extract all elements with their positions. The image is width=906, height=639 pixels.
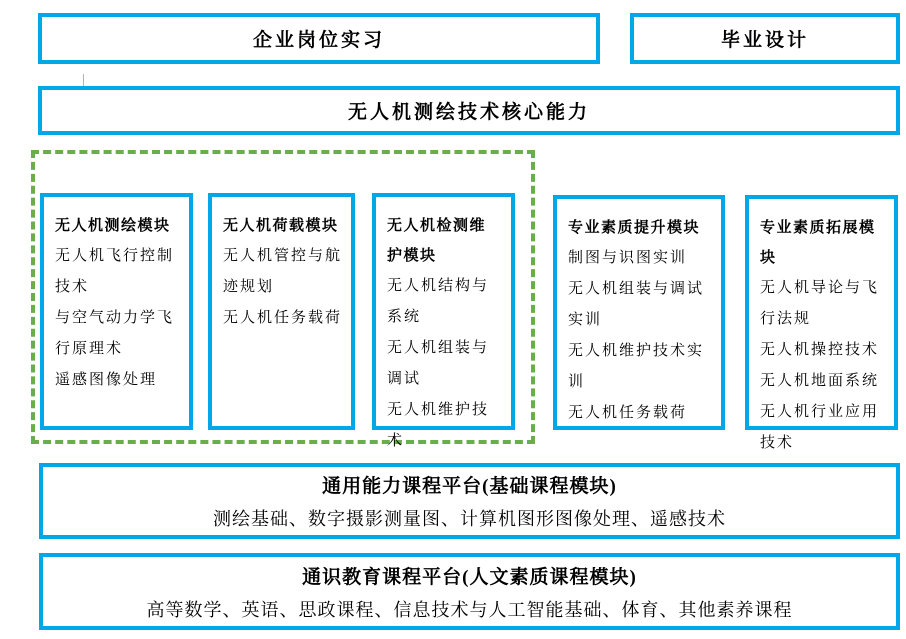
module-item: 遥感图像处理 [55,372,158,388]
module-card-surveying [40,193,193,430]
general-ability-platform [39,463,900,539]
module-card-quality-improvement [553,195,725,430]
module-item: 无人机任务载荷 [223,310,343,326]
module-item: 无人机组装与调试 [387,340,490,387]
module-item: 无人机操控技术 [760,342,880,358]
module-item: 无人机组装与调试实训 [568,281,705,328]
module-item: 无人机管控与航迹规划 [223,248,343,295]
module-card-payload [208,193,355,430]
module-title: 无人机检测维护模块 [387,218,487,264]
module-item: 无人机飞行控制技术 [55,248,175,295]
module-title: 专业素质提升模块 [568,220,701,236]
internship-box [38,13,600,64]
platform-title: 通用能力课程平台(基础课程模块) [322,476,617,497]
graduation-design-box [630,13,900,64]
module-item: 无人机导论与飞行法规 [760,280,880,327]
internship-label: 企业岗位实习 [252,30,385,51]
module-item: 无人机行业应用技术 [760,404,880,451]
platform-courses: 高等数学、英语、思政课程、信息技术与人工智能基础、体育、其他素养课程 [146,599,793,620]
module-item: 无人机地面系统 [760,373,880,389]
module-item: 无人机结构与系统 [387,278,490,325]
module-card-quality-expansion [745,195,898,451]
module-item: 与空气动力学飞行原理术 [55,310,175,357]
module-item: 无人机任务载荷 [568,405,688,421]
module-item: 无人机维护技术实训 [568,343,705,390]
module-item: 制图与识图实训 [568,250,688,266]
module-title: 无人机荷载模块 [223,218,339,234]
module-title: 专业素质拓展模块 [760,220,876,266]
module-title: 无人机测绘模块 [55,218,171,234]
core-competency-banner [38,86,900,135]
platform-courses: 测绘基础、数字摄影测量图、计算机图形图像处理、遥感技术 [213,509,726,529]
general-education-platform [39,553,900,630]
graduation-label: 毕业设计 [720,30,809,51]
core-competency-label: 无人机测绘技术核心能力 [347,102,590,123]
platform-title: 通识教育课程平台(人文素质课程模块) [302,566,637,588]
module-card-inspection-maintenance [372,193,515,449]
module-item: 无人机维护技术 [387,402,490,449]
